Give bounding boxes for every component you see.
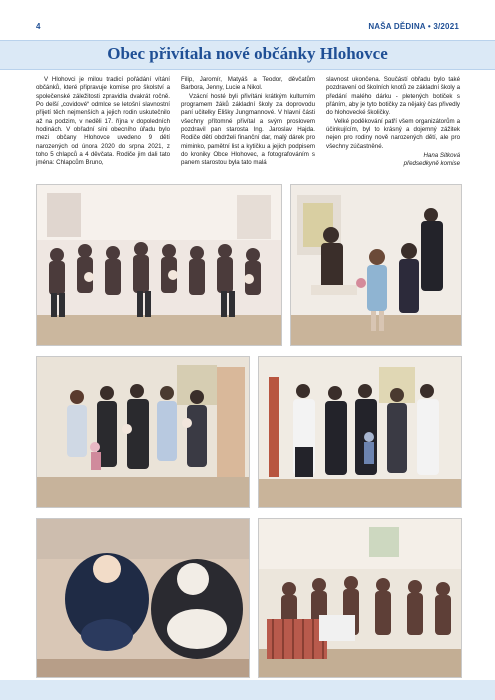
photo-audience bbox=[36, 184, 282, 346]
author-name: Hana Sitková bbox=[423, 152, 460, 160]
article-title: Obec přivítala nové občánky Hlohovce bbox=[107, 44, 388, 63]
photo-family-mayor-2 bbox=[258, 356, 462, 508]
author-role: předsedkyně komise bbox=[403, 160, 460, 168]
photo-hall-overview bbox=[258, 518, 462, 678]
paragraph: V Hlohovci je milou tradicí pořádání vítání občánků, které připravuje komise pro školství a společenské záležitosti zpravidla dvakrát ročně. Po delší „covidové“ odmlce se letošní slavnostní přijetí těch nejmenších a jejich rodin uskutečnilo až na podzim, v neděli 17. října v dopoledních hodinách. V obřadní síni obecního úřadu bylo mezi občany Hlohovce uvedeno 9 dětí narozených od února 2020 do srpna 2021, z toho 5 chlapců a 4 děvčata. Rodiče jim dali tato jména: Chlapcům Bruno, bbox=[36, 76, 170, 167]
page-header bbox=[36, 20, 459, 34]
magazine-issue: NAŠA DĚDINA • 3/2021 bbox=[368, 22, 459, 31]
article-body bbox=[36, 76, 460, 178]
photo-recitation bbox=[290, 184, 462, 346]
footer-band bbox=[0, 680, 495, 700]
paragraph: Vzácní hosté byli přivítáni krátkým kulturním programem žáků základní školy za doprovodu paní učitelky Elišky Jungmannové. V hlavní části všechny přítomné přivítal a svým proslovem pozdravil pan starosta Ing. Jaroslav Hajda. Rodiče dětí obdrželi finanční dar, malý dárek pro miminko, pamětní list a kytičku a jejich podpisem do kroniky Obce Hlohovec, a fotografováním s panem starostou byla tato malá bbox=[181, 92, 315, 167]
photo-babies-closeup bbox=[36, 518, 250, 678]
paragraph: slavnost ukončena. Součástí obřadu bylo také pozdravení od školních knotů ze základní školy a předání malého dárku - pletených botiček s přáním, aby je tyto botičky za nějaký čas přivedly do hlohovecké školičky. bbox=[326, 76, 460, 117]
text-column-1 bbox=[36, 76, 170, 168]
text-column-3 bbox=[326, 76, 460, 169]
text-column-2 bbox=[181, 76, 315, 168]
page-number: 4 bbox=[36, 22, 41, 31]
paragraph: Velké poděkování patří všem organizátorům a účinkujícím, byl to krásný a dojemný zážitek nejen pro rodiny nově narozených dětí, ale pro všechny zúčastněné. bbox=[326, 117, 460, 150]
photo-family-mayor-1 bbox=[36, 356, 250, 508]
paragraph: Filip, Jaromír, Matyáš a Teodor, děvčatům Barbora, Jenny, Lucie a Nikol. bbox=[181, 76, 315, 92]
